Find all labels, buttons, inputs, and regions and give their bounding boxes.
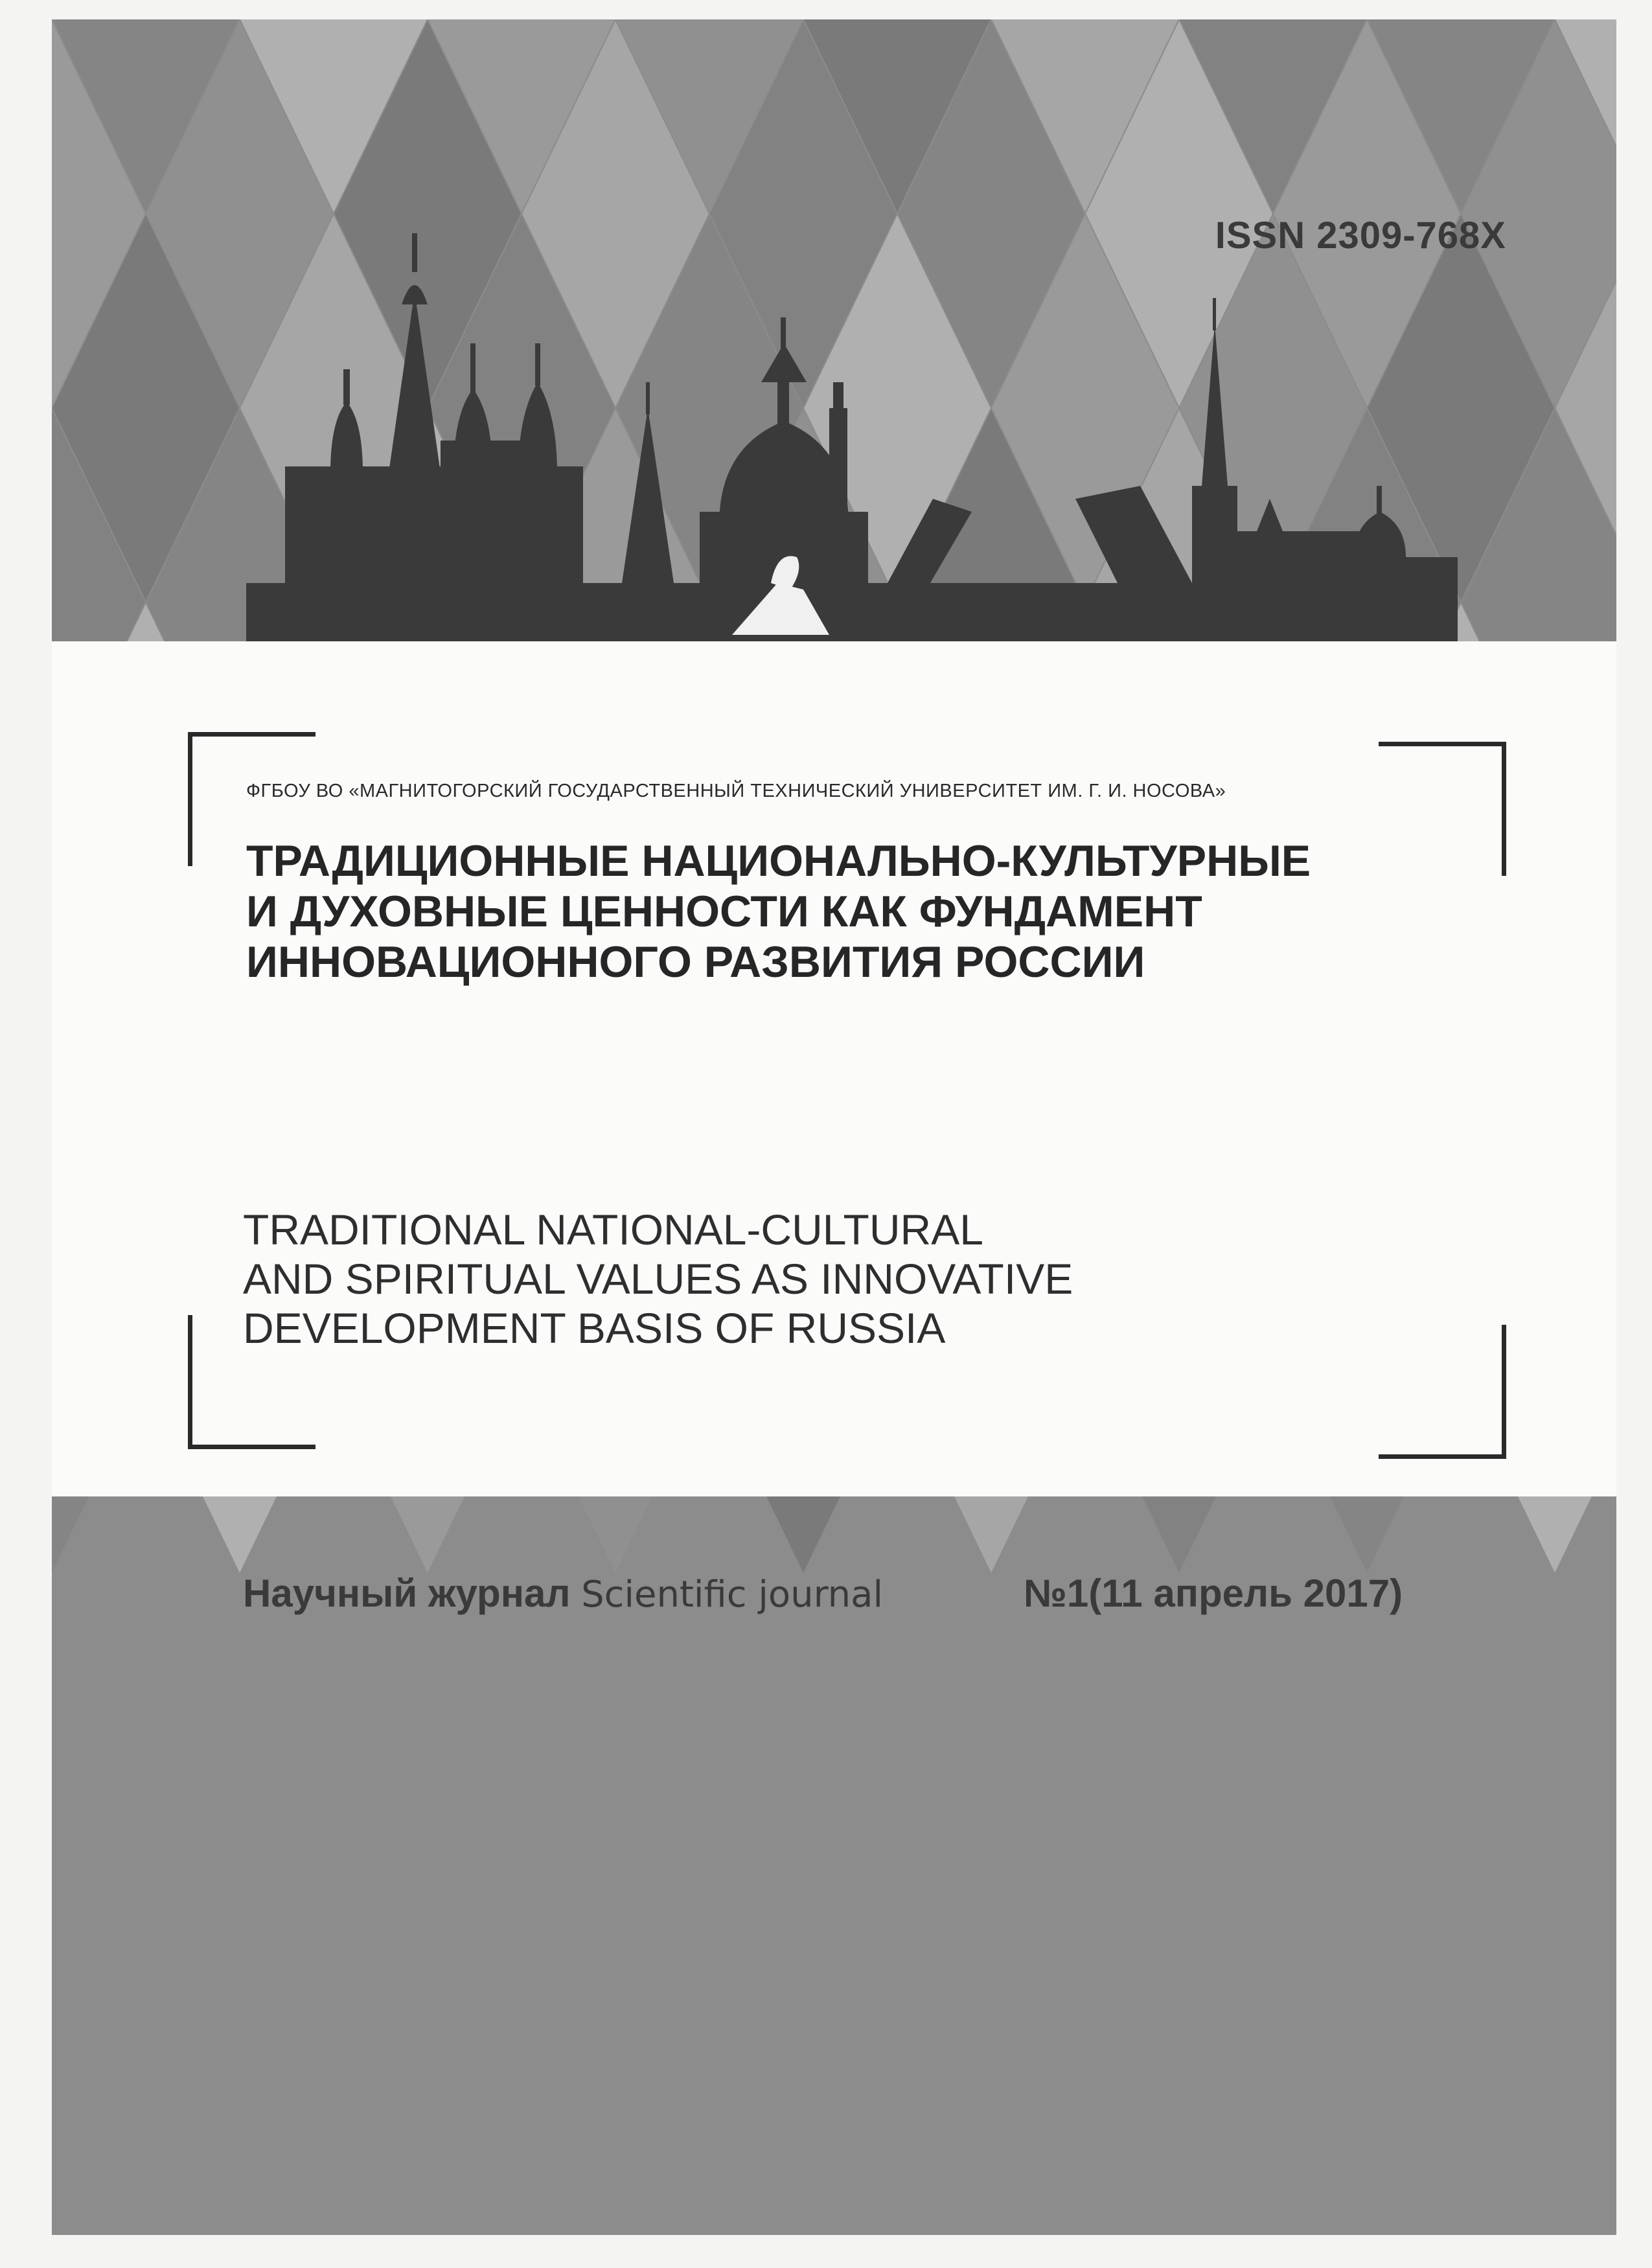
title-en-line: DEVELOPMENT BASIS OF RUSSIA xyxy=(243,1304,946,1352)
title-ru-line: И ДУХОВНЫЕ ЦЕННОСТИ КАК ФУНДАМЕНТ xyxy=(246,887,1202,936)
title-en-line: AND SPIRITUAL VALUES AS INNOVATIVE xyxy=(243,1255,1073,1303)
university-name: ФГБОУ ВО «МАГНИТОГОРСКИЙ ГОСУДАРСТВЕННЫЙ ТЕХНИЧЕСКИЙ УНИВЕРСИТЕТ ИМ. Г. И. НОСОВА» xyxy=(246,781,1226,801)
issue-number: №1(11 апрель 2017) xyxy=(1024,1572,1403,1615)
journal-type xyxy=(243,1571,883,1616)
title-ru-line: ТРАДИЦИОННЫЕ НАЦИОНАЛЬНО-КУЛЬТУРНЫЕ xyxy=(246,836,1311,886)
title-band xyxy=(52,641,1616,1496)
journal-cover xyxy=(52,19,1616,2235)
city-skyline-silhouette xyxy=(52,19,1616,667)
journal-type-en: Scientific journal xyxy=(581,1574,884,1616)
journal-type-ru: Научный журнал xyxy=(243,1572,571,1615)
title-russian xyxy=(246,836,1509,987)
title-ru-line: ИННОВАЦИОННОГО РАЗВИТИЯ РОССИИ xyxy=(246,937,1145,987)
title-english xyxy=(243,1205,1506,1353)
title-en-line: TRADITIONAL NATIONAL-CULTURAL xyxy=(243,1206,983,1254)
issn-label: ISSN 2309-768X xyxy=(1215,214,1506,257)
